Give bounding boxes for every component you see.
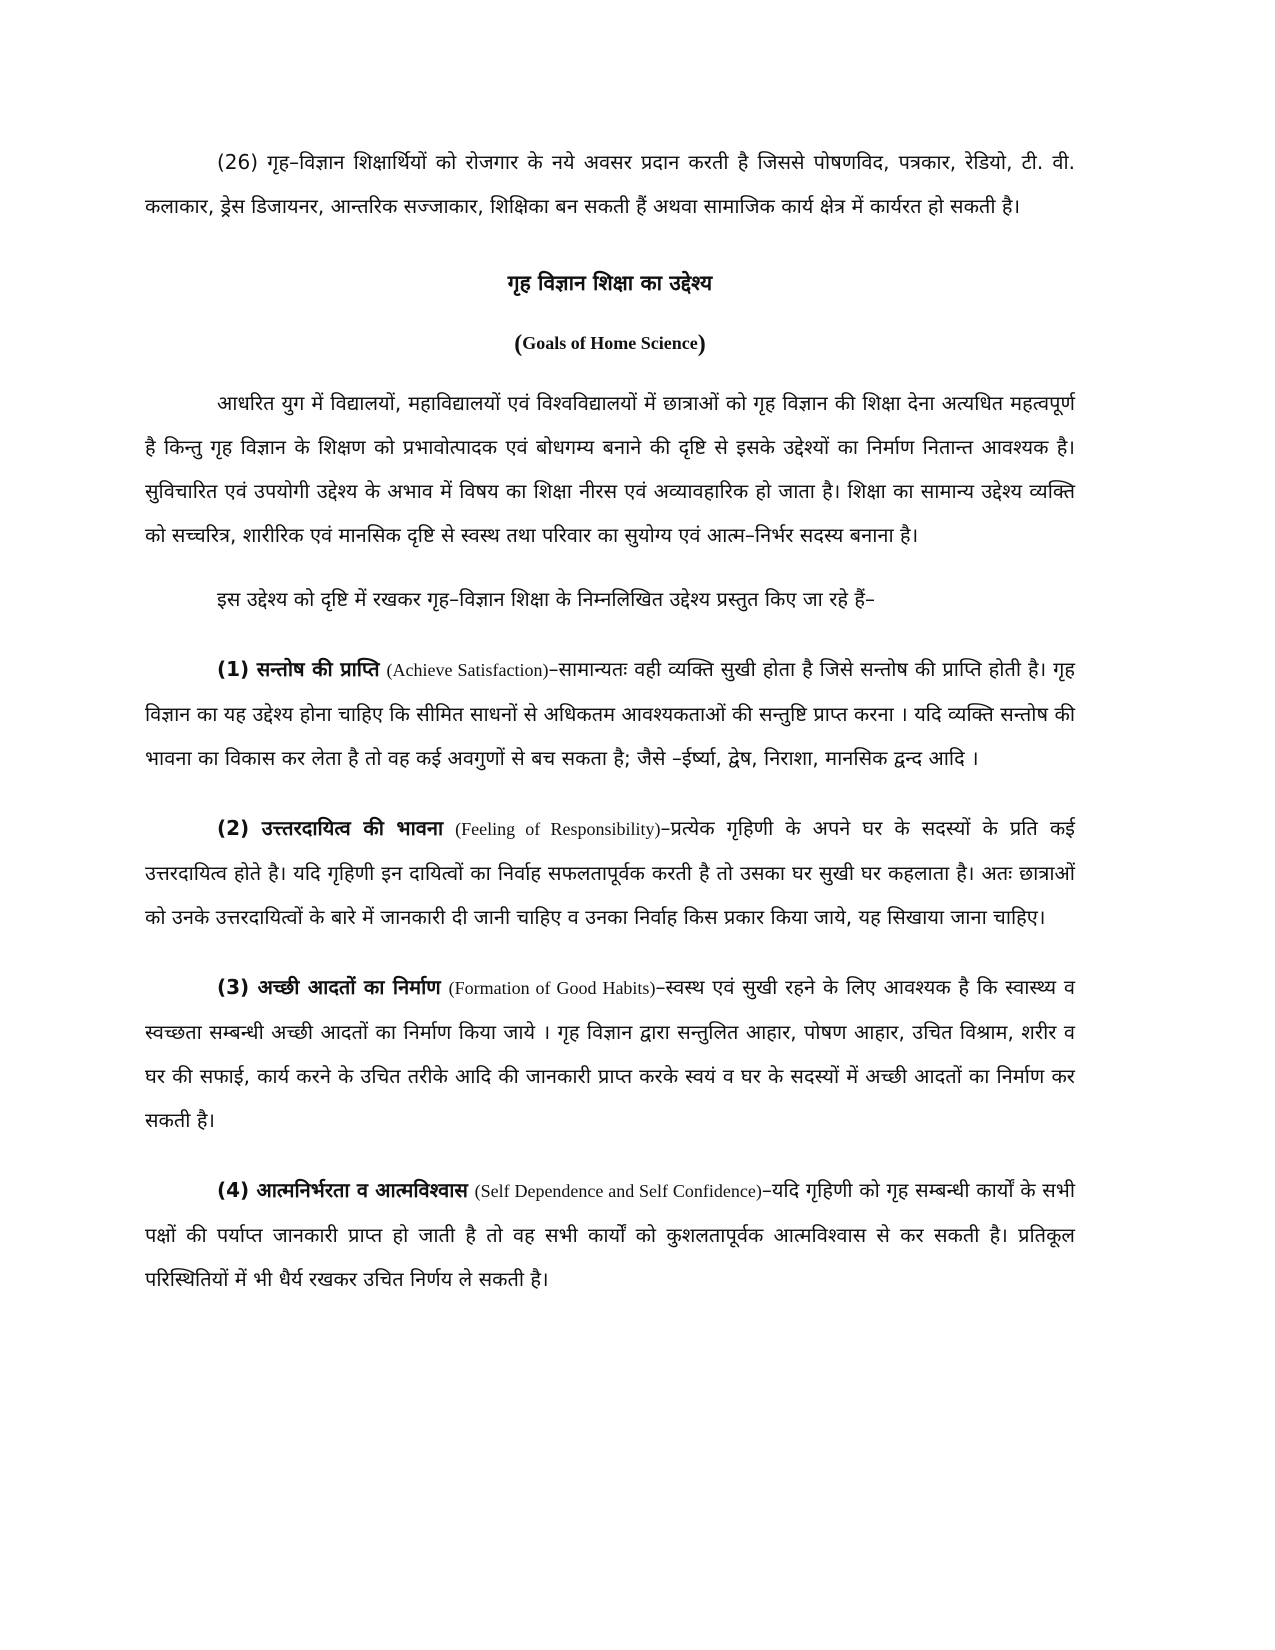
- section-heading: गृह विज्ञान शिक्षा का उद्देश्य: [507, 271, 713, 295]
- goal-text: –प्रत्येक गृहिणी के अपने घर के सदस्यों के प्रति कई उत्तरदायित्व होते है। यदि गृहिणी इन दायित्वों का निर्वाह सफलतापूर्वक करती है तो उसका घर सुखी घर कहलाता है। अतः छात्राओं को उनके उत्तरदायित्वों के बारे में जानकारी दी जानी चाहिए व उनका निर्वाह किस प्रकार किया जाये, यह सिखाया जाना चाहिए।: [145, 816, 1076, 929]
- section-subheading: [145, 328, 1075, 359]
- goal-title: (1) सन्तोष की प्राप्ति: [217, 657, 380, 681]
- goal-title: (4) आत्मनिर्भरता व आत्मविश्वास: [217, 1178, 468, 1202]
- intro-paragraph-2: इस उद्देश्य को दृष्टि में रखकर गृह–विज्ञान शिक्षा के निम्नलिखित उद्देश्य प्रस्तुत किए जा रहे हैं–: [217, 587, 875, 611]
- subheading-text: Goals of Home Science: [522, 333, 698, 353]
- intro-paragraph-1: आधरित युग में विद्यालयों, महाविद्यालयों एवं विश्वविद्यालयों में छात्राओं को गृह विज्ञान की शिक्षा देना अत्यधित महत्वपूर्ण है किन्तु गृह विज्ञान के शिक्षण को प्रभावोत्पादक एवं बोधगम्य बनाने की दृष्टि से इसके उद्देश्यों का निर्माण नितान्त आवश्यक है। सुविचारित एवं उपयोगी उद्देश्य के अभाव में विषय का शिक्षा नीरस एवं अव्यावहारिक हो जाता है। शिक्षा का सामान्य उद्देश्य व्यक्ति को सच्चरित्र, शारीरिक एवं मानसिक दृष्टि से स्वस्थ तथा परिवार का सुयोग्य एवं आत्म–निर्भर सदस्य बनाना है।: [145, 391, 1075, 547]
- goal-item-2: [145, 806, 1075, 939]
- close-paren: ): [697, 331, 706, 357]
- open-paren: (: [514, 331, 523, 357]
- paragraph-26: (26) गृह–विज्ञान शिक्षार्थियों को रोजगार के नये अवसर प्रदान करती है जिससे पोषणविद, पत्रकार, रेडियो, टी. वी. कलाकार, ड्रेस डिजायनर, आन्तरिक सज्जाकार, शिक्षिका बन सकती हैं अथवा सामाजिक कार्य क्षेत्र में कार्यरत हो सकती है।: [145, 150, 1075, 218]
- goal-item-4: [145, 1168, 1075, 1301]
- goal-english: (Formation of Good Habits): [448, 978, 656, 998]
- document-page: [145, 140, 1075, 1301]
- goal-text: –यदि गृहिणी को गृह सम्बन्धी कार्यों के सभी पक्षों की पर्याप्त जानकारी प्राप्त हो जाती है तो वह सभी कार्यों को कुशलतापूर्वक आत्मविश्वास से कर सकती है। प्रतिकूल परिस्थितियों में भी धैर्य रखकर उचित निर्णय ले सकती है।: [145, 1178, 1076, 1291]
- goal-text: –सामान्यतः वही व्यक्ति सुखी होता है जिसे सन्तोष की प्राप्ति होती है। गृह विज्ञान का यह उद्देश्य होना चाहिए कि सीमित साधनों से अधिकतम आवश्यकताओं की सन्तुष्टि प्राप्त करना । यदि व्यक्ति सन्तोष की भावना का विकास कर लेता है तो वह कई अवगुणों से बच सकता है; जैसे –ईर्ष्या, द्वेष, निराशा, मानसिक द्वन्द आदि ।: [145, 657, 1076, 770]
- goal-item-1: [145, 647, 1075, 780]
- goal-title: (2) उत्त्तरदायित्व की भावना: [217, 816, 444, 840]
- goal-english: (Achieve Satisfaction): [386, 660, 549, 680]
- goal-text: –स्वस्थ एवं सुखी रहने के लिए आवश्यक है कि स्वास्थ्य व स्वच्छता सम्बन्धी अच्छी आदतों का निर्माण किया जाये । गृह विज्ञान द्वारा सन्तुलित आहार, पोषण आहार, उचित विश्राम, शरीर व घर की सफाई, कार्य करने के उचित तरीके आदि की जानकारी प्राप्त करके स्वयं व घर के सदस्यों में अच्छी आदतों का निर्माण कर सकती है।: [145, 975, 1076, 1132]
- goal-title: (3) अच्छी आदतों का निर्माण: [217, 975, 441, 999]
- goal-english: (Self Dependence and Self Confidence): [474, 1181, 762, 1201]
- goal-english: (Feeling of Responsibility): [455, 819, 661, 839]
- goal-item-3: [145, 965, 1075, 1142]
